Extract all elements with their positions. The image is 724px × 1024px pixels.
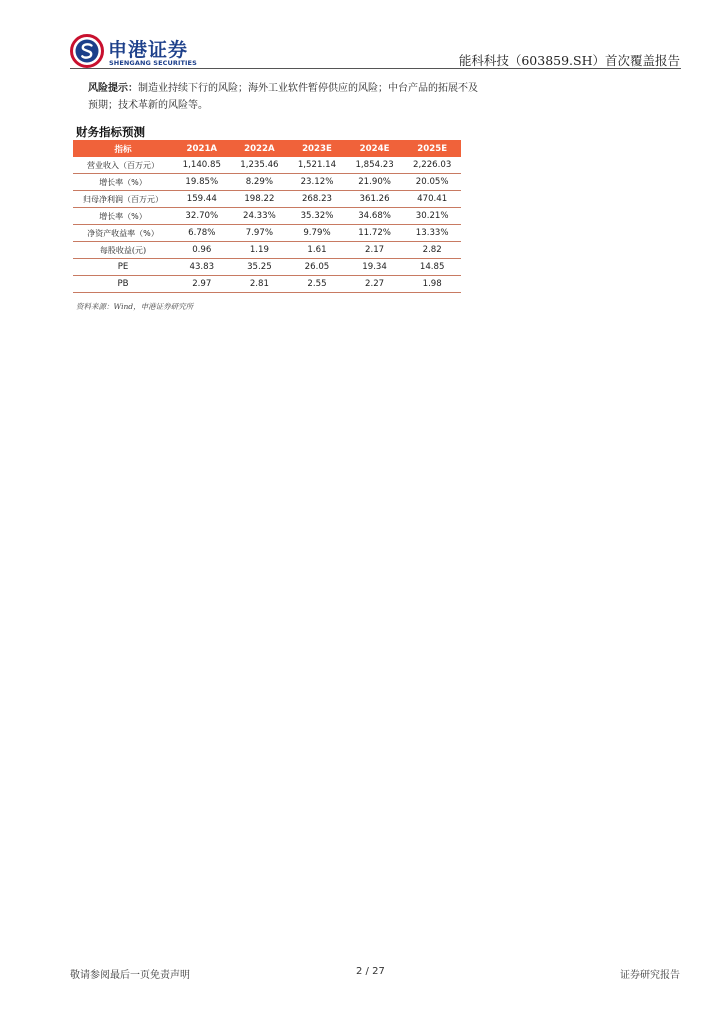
page-number: 2 / 27 [356,966,385,977]
table-cell: 34.68% [346,208,404,225]
table-cell: 1,854.23 [346,157,404,174]
section-title: 财务指标预测 [76,125,145,139]
table-cell: 1,521.14 [288,157,346,174]
table-cell: 159.44 [173,191,231,208]
table-cell: 361.26 [346,191,404,208]
table-cell: 2.17 [346,242,404,259]
table-row [73,174,461,191]
table-cell: 32.70% [173,208,231,225]
table-cell: 198.22 [231,191,289,208]
disclaimer-note: 敬请参阅最后一页免责声明 [70,970,190,981]
table-cell: 1,235.46 [231,157,289,174]
header-divider [70,68,681,69]
table-row [73,242,461,259]
column-header: 2022A [231,140,289,157]
table-cell: 2.97 [173,276,231,293]
risk-text: 制造业持续下行的风险；海外工业软件暂停供应的风险；中台产品的拓展不及预期；技术革新的风险等。 [88,83,478,111]
table-cell: 43.83 [173,259,231,276]
table-cell: 2,226.03 [403,157,461,174]
table-cell: 23.12% [288,174,346,191]
table-row [73,157,461,174]
report-title: 能科科技（603859.SH）首次覆盖报告 [458,53,680,68]
row-label: 每股收益(元) [73,242,173,259]
table-row [73,225,461,242]
table-cell: 1.61 [288,242,346,259]
table-cell: 470.41 [403,191,461,208]
table-cell: 35.32% [288,208,346,225]
table-cell: 26.05 [288,259,346,276]
table-cell: 14.85 [403,259,461,276]
table-header-row [73,140,461,157]
table-cell: 2.55 [288,276,346,293]
table-cell: 9.79% [288,225,346,242]
table-cell: 8.29% [231,174,289,191]
table-cell: 0.96 [173,242,231,259]
column-header: 2023E [288,140,346,157]
column-header: 指标 [73,140,173,157]
shengang-logo-icon [70,34,104,68]
row-label: PE [73,259,173,276]
table-cell: 7.97% [231,225,289,242]
table-cell: 21.90% [346,174,404,191]
data-source-note: 资料来源：Wind，申港证券研究所 [76,302,194,311]
footer-report-type: 证券研究报告 [620,970,680,981]
table-cell: 19.85% [173,174,231,191]
table-row [73,208,461,225]
table-cell: 20.05% [403,174,461,191]
row-label: 归母净利润（百万元） [73,191,173,208]
row-label: 增长率（%） [73,174,173,191]
table-cell: 268.23 [288,191,346,208]
logo-english-name: SHENGANG SECURITIES [109,59,197,67]
table-cell: 2.82 [403,242,461,259]
table-cell: 30.21% [403,208,461,225]
risk-label: 风险提示： [88,83,138,94]
column-header: 2024E [346,140,404,157]
table-cell: 6.78% [173,225,231,242]
table-cell: 24.33% [231,208,289,225]
table-cell: 1.98 [403,276,461,293]
risk-warning [88,80,478,114]
table-cell: 2.81 [231,276,289,293]
table-cell: 1,140.85 [173,157,231,174]
row-label: PB [73,276,173,293]
table-row [73,191,461,208]
table-row [73,276,461,293]
table-cell: 2.27 [346,276,404,293]
logo-chinese-name: 申港证券 [108,39,189,61]
row-label: 净资产收益率（%） [73,225,173,242]
financial-forecast-table [73,140,461,293]
row-label: 增长率（%） [73,208,173,225]
column-header: 2021A [173,140,231,157]
row-label: 营业收入（百万元） [73,157,173,174]
table-cell: 19.34 [346,259,404,276]
table-cell: 35.25 [231,259,289,276]
table-cell: 1.19 [231,242,289,259]
table-cell: 11.72% [346,225,404,242]
column-header: 2025E [403,140,461,157]
table-row [73,259,461,276]
table-cell: 13.33% [403,225,461,242]
